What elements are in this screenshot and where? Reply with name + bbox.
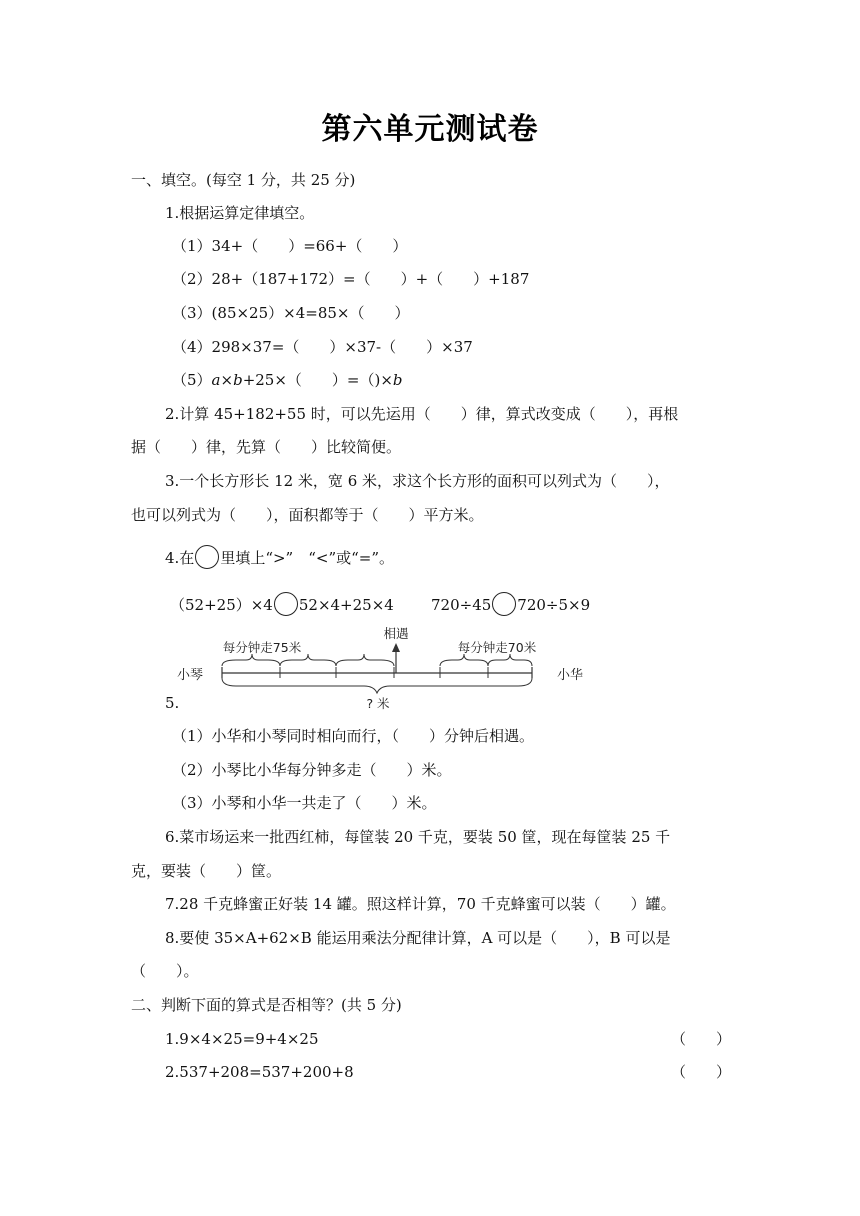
question-8-line-2: （ ）。 (131, 962, 199, 980)
question-4-stem-start: 4.在 (165, 549, 195, 567)
comparison-1 (170, 595, 394, 616)
variable-a: a (211, 371, 221, 389)
left-segment-brace (336, 654, 394, 666)
question-1-item-1: （1）34+（ ）=66+（ ） (172, 237, 408, 255)
comparison-1-right: 52×4+25×4 (298, 596, 394, 614)
item-5-prefix: （5） (172, 371, 212, 389)
question-2-line-1: 2.计算 45+182+55 时，可以先运用（ ）律，算式改变成（ ），再根 (165, 405, 679, 423)
question-1-item-5 (172, 370, 403, 390)
question-1-item-3: （3）(85×25）×4=85×（ ） (172, 304, 410, 322)
left-speed-label: 每分钟走75米 (222, 640, 302, 655)
judge-item-1: 1.9×4×25=9+4×25 (165, 1030, 319, 1048)
variable-b-2: b (392, 371, 403, 389)
question-1-item-4: （4）298×37=（ ）×37-（ ）×37 (172, 338, 473, 356)
judge-item-2: 2.537+208=537+200+8 (165, 1063, 354, 1081)
item-5-times: × (220, 371, 234, 389)
question-5-item-3: （3）小琴和小华一共走了（ ）米。 (172, 794, 437, 812)
left-segment-brace (280, 654, 336, 666)
meeting-label: 相遇 (383, 626, 409, 641)
question-3-line-2: 也可以列式为（ ），面积都等于（ ）平方米。 (131, 506, 484, 524)
right-segment-brace (440, 654, 488, 666)
left-segment-brace (222, 654, 280, 666)
question-8-line-1: 8.要使 35×A+62×B 能运用乘法分配律计算，A 可以是（ ），B 可以是 (165, 929, 671, 947)
question-6-line-1: 6.菜市场运来一批西红柿，每筐装 20 千克，要装 50 筐，现在每筐装 25 千 (165, 828, 671, 846)
meeting-arrow-head (392, 643, 400, 652)
page-title: 第六单元测试卷 (321, 112, 539, 147)
comparison-1-left: （52+25）×4 (170, 596, 273, 614)
right-speed-label: 每分钟走70米 (457, 640, 537, 655)
comparison-circle-icon (195, 545, 219, 569)
variable-b: b (233, 371, 243, 389)
judge-item-1-answer[interactable]: （ ） (671, 1030, 732, 1048)
question-5-number: 5. (165, 694, 180, 712)
section-2-heading: 二、判断下面的算式是否相等？(共 5 分) (131, 996, 402, 1014)
answer-circle-icon[interactable] (492, 592, 516, 616)
judge-item-2-answer[interactable]: （ ） (671, 1063, 732, 1081)
total-distance-label: ? 米 (366, 696, 390, 711)
xiaoqin-label: 小琴 (176, 668, 204, 683)
comparison-2 (431, 595, 590, 616)
section-1-heading: 一、填空。(每空 1 分，共 25 分) (131, 171, 356, 189)
answer-circle-icon[interactable] (274, 592, 298, 616)
question-7-line-1: 7.28 千克蜂蜜正好装 14 罐。照这样计算，70 千克蜂蜜可以装（ ）罐。 (165, 895, 676, 913)
question-5-item-2: （2）小琴比小华每分钟多走（ ）米。 (172, 761, 452, 779)
total-brace (222, 678, 532, 693)
question-4-stem-end: 里填上“>” “<”或“=”。 (220, 549, 395, 567)
right-segment-brace (488, 654, 532, 666)
question-6-line-2: 克，要装（ ）筐。 (131, 862, 282, 880)
question-1-stem: 1.根据运算定律填空。 (165, 204, 315, 222)
item-5-rest: +25×（ ）=（)× (242, 371, 393, 389)
question-4-stem (165, 548, 394, 569)
question-3-line-1: 3.一个长方形长 12 米，宽 6 米，求这个长方形的面积可以列式为（ ）， (165, 472, 670, 490)
xiaohua-label: 小华 (556, 668, 584, 683)
meeting-diagram (160, 622, 600, 714)
comparison-2-left: 720÷45 (431, 596, 492, 614)
comparison-2-right: 720÷5×9 (517, 596, 591, 614)
question-1-item-2: （2）28+（187+172）=（ ）+（ ）+187 (172, 270, 530, 288)
question-2-line-2: 据（ ）律，先算（ ）比较简便。 (131, 438, 402, 456)
question-5-item-1: （1）小华和小琴同时相向而行，（ ）分钟后相遇。 (172, 727, 535, 745)
